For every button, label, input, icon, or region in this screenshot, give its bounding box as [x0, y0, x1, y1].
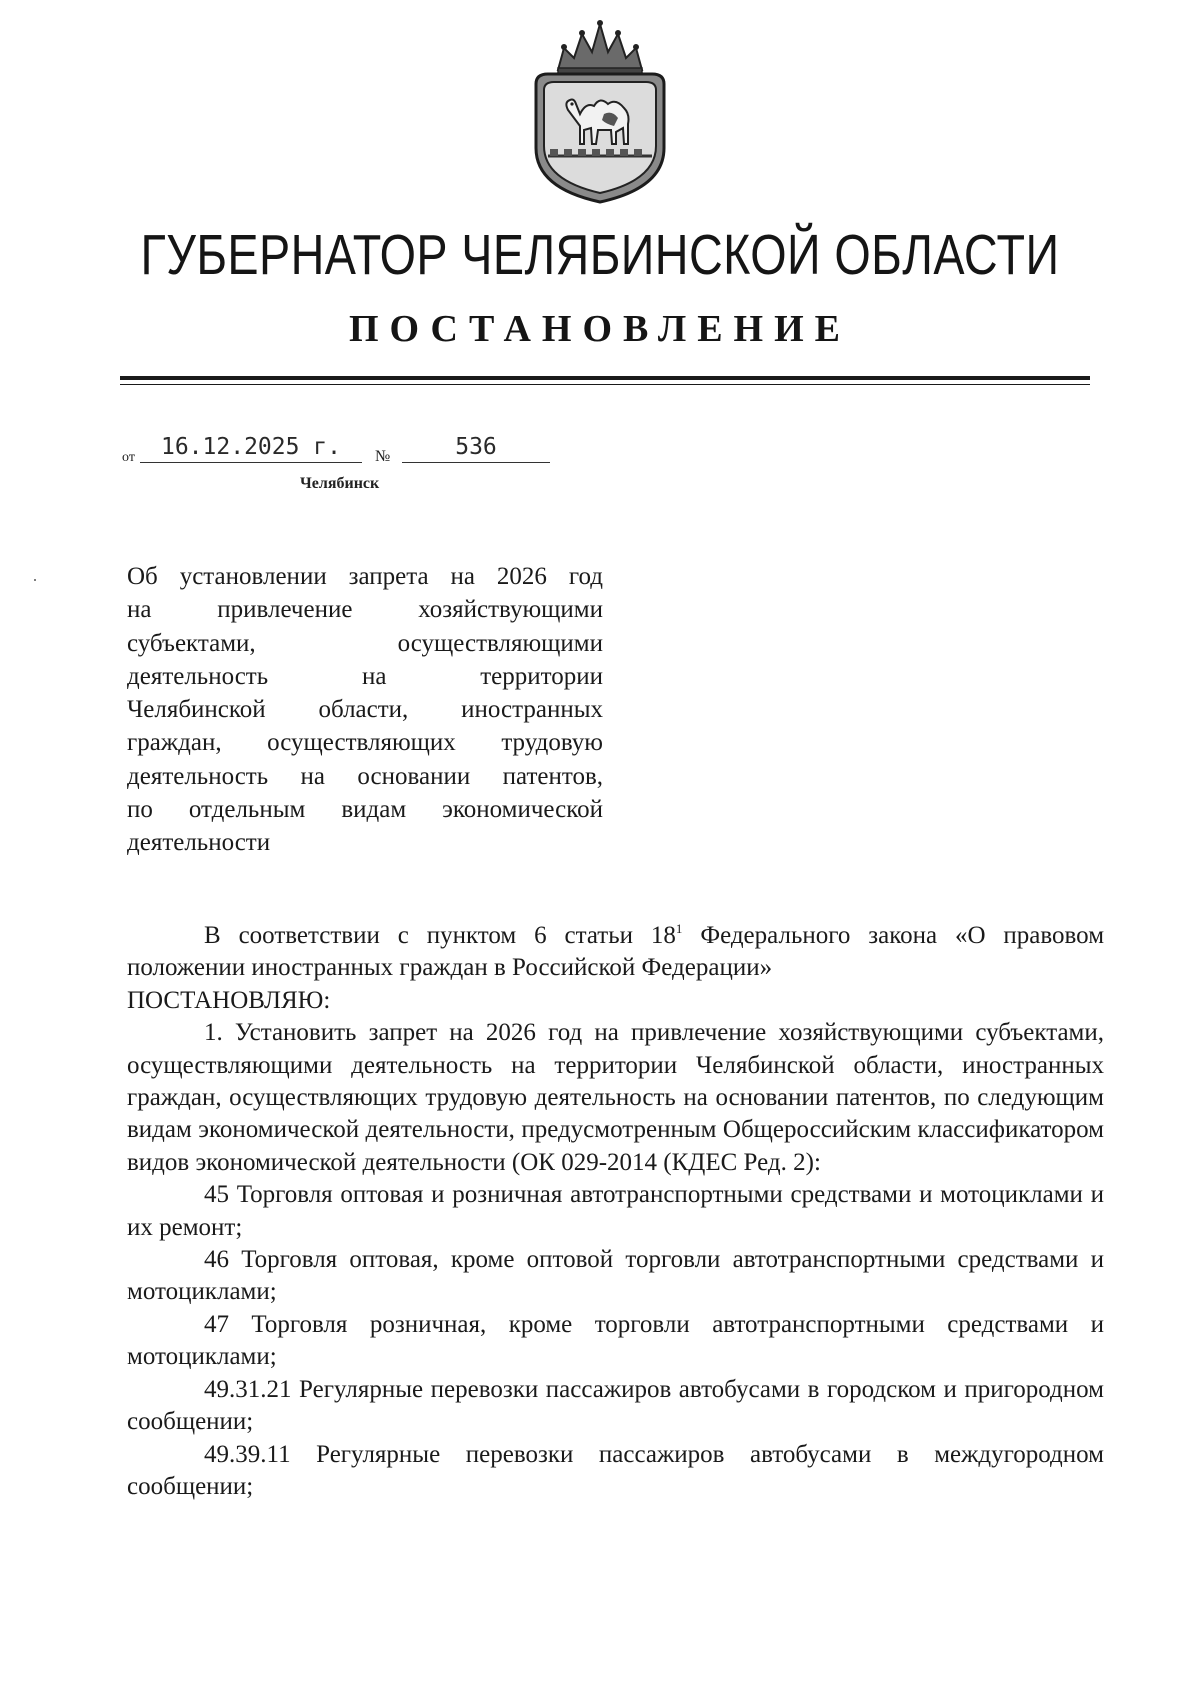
number-label: №	[375, 448, 391, 465]
issuing-authority: ГУБЕРНАТОР ЧЕЛЯБИНСКОЙ ОБЛАСТИ	[140, 223, 1060, 287]
preamble-text-continued: Федерального закона «О правовом положении иностранных граждан в Российской Федерации»	[127, 922, 1105, 982]
date-from-label: от	[122, 450, 135, 465]
preamble-text: В соответствии с пунктом 6 статьи 18	[204, 922, 676, 949]
header-divider-thin	[120, 384, 1090, 385]
activity-item: 45 Торговля оптовая и розничная автотранспортными средствами и мотоциклами и их ремонт;	[127, 1181, 1104, 1241]
city-name: Челябинск	[300, 475, 380, 492]
subject-line: на привлечение хозяйствующими	[127, 596, 603, 624]
activity-item: 49.31.21 Регулярные перевозки пассажиров автобусами в городском и пригородном сообщении;	[127, 1375, 1104, 1436]
activity-item: 47 Торговля розничная, кроме торговли автотранспортными средствами и мотоциклами;	[127, 1310, 1104, 1371]
decree-subject	[127, 560, 603, 860]
document-type-title: ПОСТАНОВЛЕНИЕ	[348, 308, 852, 350]
scan-speck	[34, 579, 36, 581]
chelyabinsk-coat-of-arms-icon	[528, 18, 672, 206]
subject-line: граждан, осуществляющих трудовую	[127, 729, 603, 757]
article-superscript: 1	[675, 921, 683, 936]
decree-date: 16.12.2025 г.	[140, 432, 362, 463]
subject-line: Челябинской области, иностранных	[127, 696, 603, 724]
item-1-paragraph: 1. Установить запрет на 2026 год на привлечение хозяйствующими субъектами, осуществляющими деятельность на территории Челябинской области, иностранных граждан, осуществляющих трудовую деятельность на основании патентов, по следующим видам экономической деятельности, предусмотренным Общероссийским классификатором видов экономической деятельности (ОК 029-2014 (КДЕС Ред. 2):	[127, 1019, 1104, 1176]
activity-item: 49.39.11 Регулярные перевозки пассажиров автобусами в междугородном сообщении;	[127, 1440, 1104, 1500]
preamble-paragraph	[127, 920, 1104, 985]
subject-line: по отдельным видам экономической	[127, 796, 603, 824]
decree-number: 536	[402, 432, 550, 463]
subject-line: деятельности	[127, 829, 271, 857]
subject-line: субъектами, осуществляющими	[127, 629, 603, 657]
subject-line: Об установлении запрета на 2026 год	[127, 563, 603, 590]
activity-item: 46 Торговля оптовая, кроме оптовой торговли автотранспортными средствами и мотоциклами;	[127, 1246, 1104, 1306]
subject-line: деятельность на основании патентов,	[127, 762, 603, 790]
subject-line: деятельность на территории	[127, 662, 603, 690]
decree-body	[127, 920, 1104, 1503]
decree-word: ПОСТАНОВЛЯЮ:	[127, 986, 331, 1014]
header-divider-thick	[120, 376, 1090, 380]
